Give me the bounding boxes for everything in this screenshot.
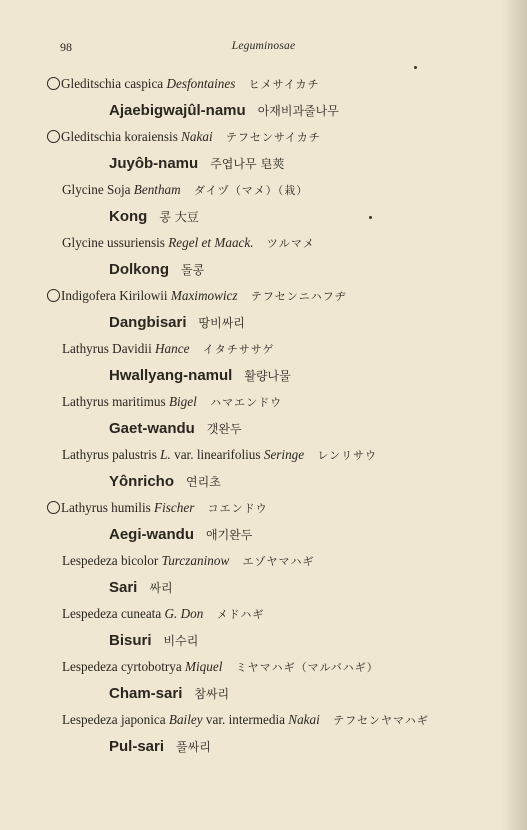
variety: var. linearifolius — [174, 447, 261, 462]
japanese-name: コエンドウ — [207, 502, 268, 515]
author: Bigel — [168, 394, 197, 409]
korean-name-line — [0, 573, 527, 602]
species-entry — [0, 602, 527, 655]
korean-name-line — [0, 732, 527, 761]
author: Miquel — [185, 659, 223, 674]
hangul-name: 비수리 — [163, 634, 199, 648]
japanese-name: レンリサウ — [317, 449, 377, 462]
romanized-name: Gaet-wandu — [109, 420, 195, 437]
scientific-name-line — [0, 178, 527, 202]
author: Bentham — [133, 182, 181, 197]
scientific-name-line — [0, 390, 527, 414]
author: L. — [160, 447, 171, 462]
entry-list — [0, 72, 527, 761]
korean-name-line — [0, 679, 527, 708]
genus-species: Lathyrus palustris — [62, 447, 157, 462]
ink-speck — [414, 66, 417, 69]
author: Fischer — [154, 500, 195, 515]
scientific-name-line — [0, 337, 527, 361]
romanized-name: Ajaebigwajûl-namu — [109, 102, 246, 119]
hangul-name: 애기완두 — [206, 528, 253, 542]
species-entry — [0, 708, 527, 761]
korean-name-line — [0, 96, 527, 125]
romanized-name: Cham-sari — [109, 685, 183, 702]
korean-name-line — [0, 626, 527, 655]
genus-species: Lathyrus maritimus — [62, 394, 166, 409]
scientific-name-line — [0, 708, 527, 732]
species-entry — [0, 496, 527, 549]
genus-species: Lathyrus humilis — [61, 500, 151, 515]
japanese-name: メドハギ — [216, 608, 265, 621]
genus-species: Gleditschia koraiensis — [61, 129, 178, 144]
romanized-name: Pul-sari — [109, 738, 165, 755]
genus-species: Indigofera Kirilowii — [61, 288, 168, 303]
hangul-name: 갯완두 — [206, 422, 242, 436]
species-entry — [0, 549, 527, 602]
japanese-name: テフセンサイカチ — [225, 131, 321, 144]
page-header — [0, 40, 527, 60]
japanese-name: エゾヤマハギ — [242, 555, 315, 568]
author: G. Don — [164, 606, 204, 621]
circle-mark-icon — [47, 130, 60, 143]
hangul-name: 싸리 — [149, 581, 173, 595]
japanese-name: イタチササゲ — [202, 343, 275, 356]
author: Hance — [155, 341, 190, 356]
romanized-name: Dolkong — [109, 261, 169, 278]
author: Maximowicz — [170, 288, 238, 303]
korean-name-line — [0, 414, 527, 443]
genus-species: Lespedeza japonica — [62, 712, 166, 727]
japanese-name: ダイヅ（マメ）（栽） — [193, 184, 309, 197]
author: Bailey — [168, 712, 203, 727]
genus-species: Lespedeza cuneata — [62, 606, 162, 621]
species-entry — [0, 178, 527, 231]
romanized-name: Dangbisari — [109, 314, 187, 331]
hangul-name: 참싸리 — [194, 687, 230, 701]
korean-name-line — [0, 467, 527, 496]
author: Regel et Maack. — [168, 235, 254, 250]
species-entry — [0, 337, 527, 390]
korean-name-line — [0, 255, 527, 284]
running-head: Leguminosae — [231, 40, 296, 52]
genus-species: Lespedeza cyrtobotrya — [62, 659, 182, 674]
species-entry — [0, 655, 527, 708]
species-entry — [0, 72, 527, 125]
circle-mark-icon — [47, 501, 60, 514]
romanized-name: Kong — [109, 208, 148, 225]
japanese-name: ヒメサイカチ — [248, 78, 320, 91]
author: Desfontaines — [166, 76, 236, 91]
scientific-name-line — [0, 125, 527, 149]
japanese-name: ツルマメ — [266, 237, 315, 250]
romanized-name: Aegi-wandu — [109, 526, 194, 543]
scientific-name-line — [0, 443, 527, 467]
species-entry — [0, 125, 527, 178]
variety: var. intermedia — [205, 712, 285, 727]
circle-mark-icon — [47, 77, 60, 90]
hangul-name: 연리초 — [186, 475, 221, 489]
author: Turczaninow — [161, 553, 230, 568]
author: Nakai — [181, 129, 213, 144]
genus-species: Lathyrus Davidii — [62, 341, 152, 356]
korean-name-line — [0, 308, 527, 337]
scientific-name-line — [0, 284, 527, 308]
hangul-name: 돌콩 — [181, 263, 205, 277]
genus-species: Glycine Soja — [62, 182, 131, 197]
scientific-name-line — [0, 72, 527, 96]
genus-species: Lespedeza bicolor — [62, 553, 159, 568]
romanized-name: Sari — [109, 579, 138, 596]
hangul-name: 주엽나무 皂莢 — [210, 157, 285, 171]
korean-name-line — [0, 202, 527, 231]
variety-author: Nakai — [288, 712, 320, 727]
scientific-name-line — [0, 496, 527, 520]
species-entry — [0, 231, 527, 284]
japanese-name: テフセンニハフヂ — [250, 290, 347, 303]
variety-author: Seringe — [263, 447, 305, 462]
genus-species: Gleditschia caspica — [61, 76, 164, 91]
scientific-name-line — [0, 549, 527, 573]
hangul-name: 콩 大豆 — [159, 210, 199, 224]
genus-species: Glycine ussuriensis — [62, 235, 165, 250]
species-entry — [0, 390, 527, 443]
scientific-name-line — [0, 655, 527, 679]
romanized-name: Yônricho — [109, 473, 175, 490]
japanese-name: ミヤマハギ（マルバハギ） — [235, 661, 379, 674]
hangul-name: 아재비과줄나무 — [257, 104, 339, 118]
page-number: 98 — [60, 40, 72, 54]
romanized-name: Hwallyang-namul — [109, 367, 233, 384]
korean-name-line — [0, 361, 527, 390]
circle-mark-icon — [47, 289, 60, 302]
hangul-name: 풀싸리 — [176, 740, 211, 754]
romanized-name: Bisuri — [109, 632, 152, 649]
hangul-name: 활량나물 — [244, 369, 291, 383]
japanese-name: ハマエンドウ — [210, 396, 283, 409]
romanized-name: Juyôb-namu — [109, 155, 199, 172]
korean-name-line — [0, 520, 527, 549]
scientific-name-line — [0, 231, 527, 255]
species-entry — [0, 284, 527, 337]
scientific-name-line — [0, 602, 527, 626]
japanese-name: テフセンヤマハギ — [333, 714, 429, 727]
species-entry — [0, 443, 527, 496]
hangul-name: 땅비싸리 — [198, 316, 245, 330]
korean-name-line — [0, 149, 527, 178]
